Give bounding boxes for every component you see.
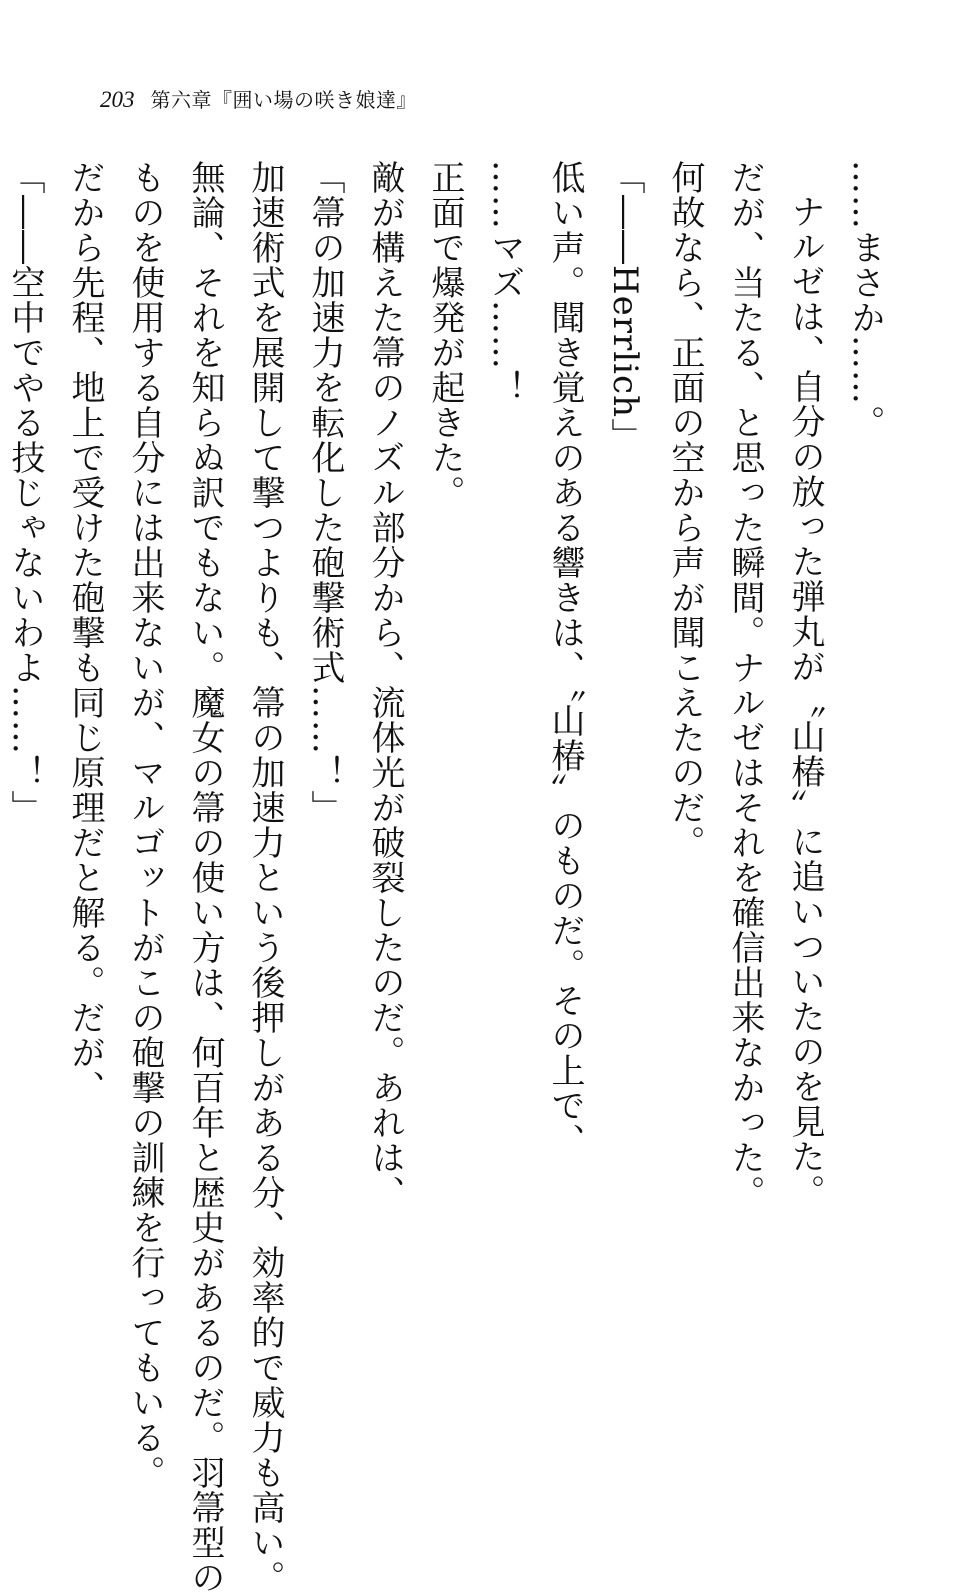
text-line: ……マズ……！ bbox=[485, 160, 525, 405]
text-line: 無論、それを知らぬ訳でもない。魔女の箒の使い方は、何百年と歴史があるのだ。羽箒型の bbox=[185, 160, 225, 1595]
text-line: 正面で爆発が起きた。 bbox=[425, 160, 465, 510]
page-number: 203 bbox=[100, 87, 135, 112]
text-line: ものを使用する自分には出来ないが、マルゴットがこの砲撃の訓練を行ってもいる。 bbox=[125, 160, 165, 1490]
text-line: ……まさか……。 bbox=[845, 160, 885, 440]
text-line: ナルゼは、自分の放った弾丸が〝山椿〟に追いついたのを見た。 bbox=[785, 194, 825, 1209]
text-line: だから先程、地上で受けた砲撃も同じ原理だと解る。だが、 bbox=[65, 160, 105, 1105]
chapter-title: 第六章『囲い場の咲き娘達』 bbox=[150, 88, 417, 112]
text-line: 敵が構えた箒のノズル部分から、流体光が破裂したのだ。あれは、 bbox=[365, 160, 405, 1210]
text-line: だが、当たる、と思った瞬間。ナルゼはそれを確信出来なかった。 bbox=[725, 160, 765, 1210]
text-line: 何故なら、正面の空から声が聞こえたのだ。 bbox=[665, 160, 705, 860]
text-line: 「――空中でやる技じゃないわよ……！」 bbox=[5, 160, 45, 825]
text-line: 加速術式を展開して撃つよりも、箒の加速力という後押しがある分、効率的で威力も高い。 bbox=[245, 160, 285, 1595]
text-line: 低い声。聞き覚えのある響きは、〝山椿〟のものだ。その上で、 bbox=[545, 160, 585, 1158]
running-header bbox=[100, 84, 417, 113]
text-line: 「――Herrlich」 bbox=[605, 160, 645, 453]
text-line: 「箒の加速力を転化した砲撃術式……！」 bbox=[305, 160, 345, 825]
vertical-body-text bbox=[5, 160, 895, 1595]
